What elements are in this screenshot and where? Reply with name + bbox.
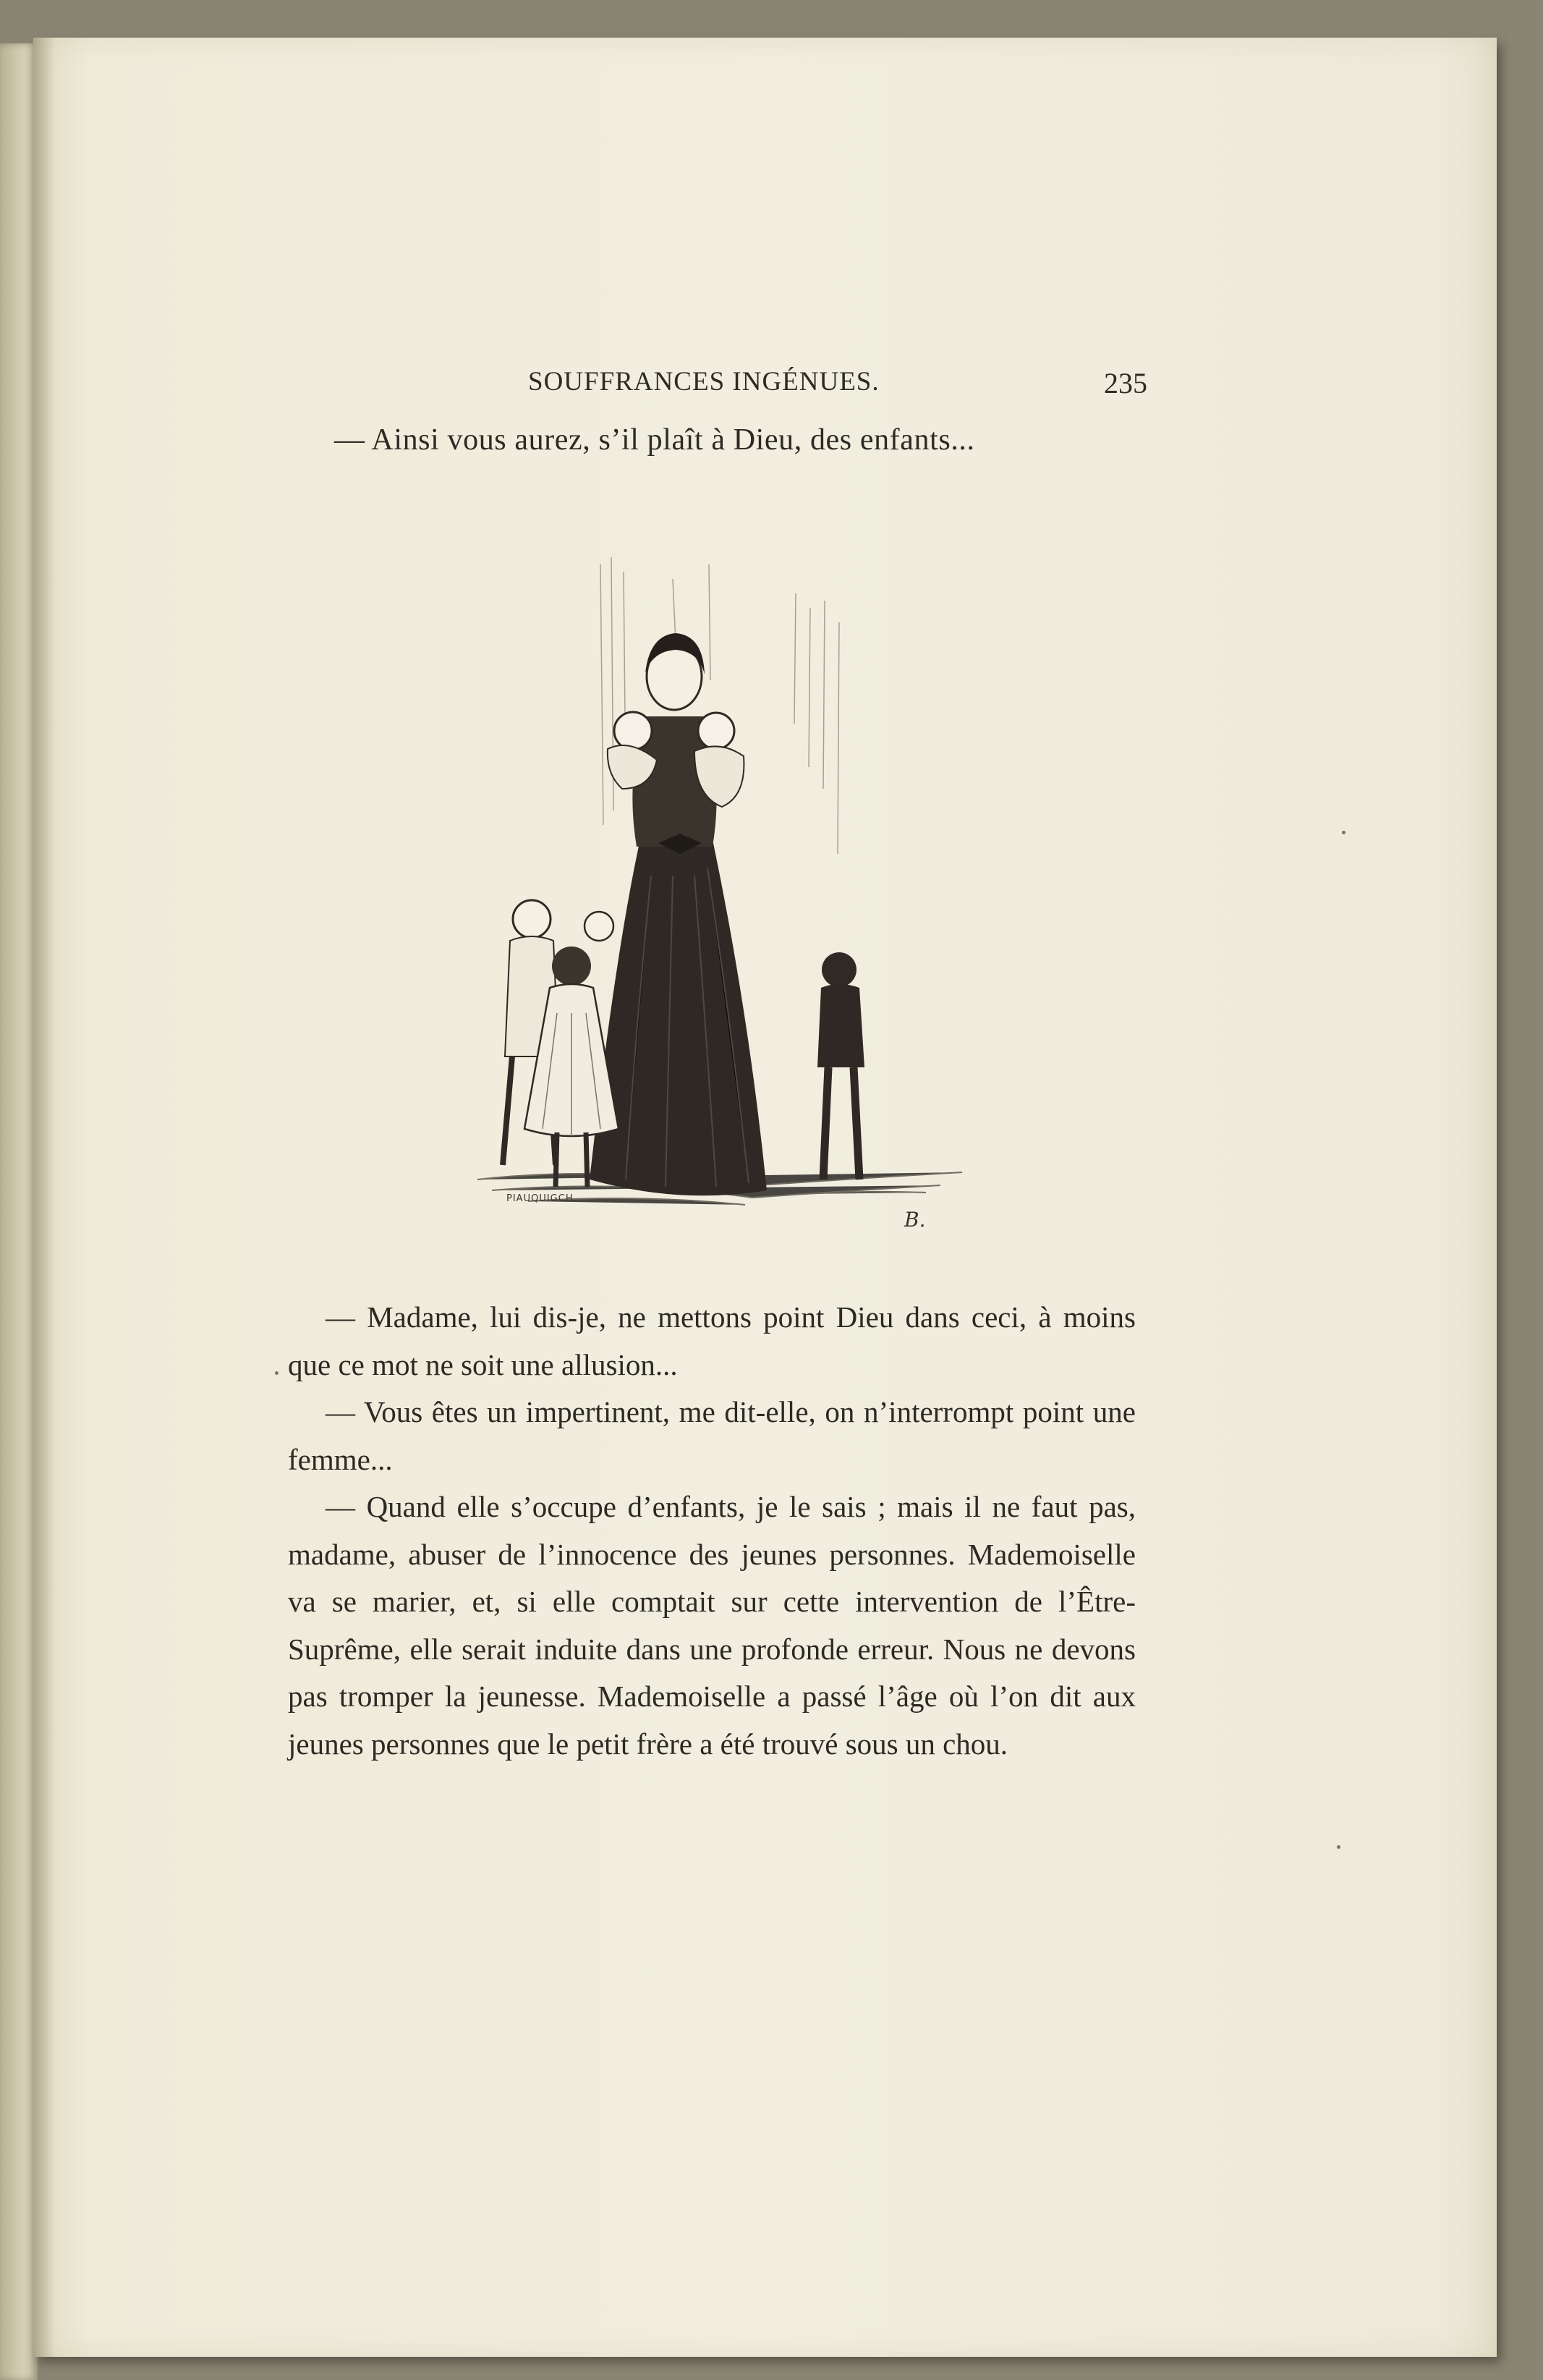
engraving-drawing	[463, 550, 984, 1245]
opening-dialogue-line: — Ainsi vous aurez, s’il plaît à Dieu, des enfants...	[334, 423, 975, 457]
paragraph: — Quand elle s’occupe d’enfants, je le sais ; mais il ne faut pas, madame, abuser de l’innocence des jeunes personnes. Mademoiselle va se marier, et, si elle comptait sur cette intervention de l’Être-Suprême, elle serait induite dans une profonde erreur. Nous ne devons pas tromper la jeunesse. Mademoiselle a passé l’âge où l’on dit aux jeunes personnes que le petit frère a été trouvé sous un chou.	[288, 1490, 1136, 1761]
paper-speck	[275, 1371, 279, 1375]
facing-page-edge	[0, 43, 38, 2380]
child-left-head	[513, 900, 551, 938]
boy-head	[822, 952, 856, 987]
body-text	[288, 1294, 1136, 1768]
binding-shadow	[33, 38, 55, 2357]
mother-skirt	[590, 839, 767, 1195]
child-behind-head	[585, 912, 613, 941]
paragraph: — Vous êtes un impertinent, me dit-elle, on n’interrompt point une femme...	[288, 1395, 1136, 1476]
engraver-signature: PIAUQUIGCH	[506, 1193, 574, 1204]
boy-jacket	[817, 984, 864, 1067]
baby-right-head	[698, 713, 734, 749]
paragraph: — Madame, lui dis-je, ne mettons point Dieu dans ceci, à moins que ce mot ne soit une allusion...	[288, 1300, 1136, 1381]
girl-head	[552, 947, 591, 986]
page-number: 235	[1104, 367, 1147, 399]
engraving-mother-with-children	[463, 550, 984, 1245]
baby-left-head	[614, 712, 652, 750]
boy-legs	[823, 1067, 859, 1180]
artist-mark: B.	[904, 1208, 926, 1232]
paper-speck	[1337, 1845, 1340, 1849]
paper-speck	[1342, 831, 1346, 834]
running-title: SOUFFRANCES INGÉNUES.	[528, 367, 880, 397]
girl-legs	[556, 1132, 587, 1187]
running-head	[506, 362, 1176, 412]
